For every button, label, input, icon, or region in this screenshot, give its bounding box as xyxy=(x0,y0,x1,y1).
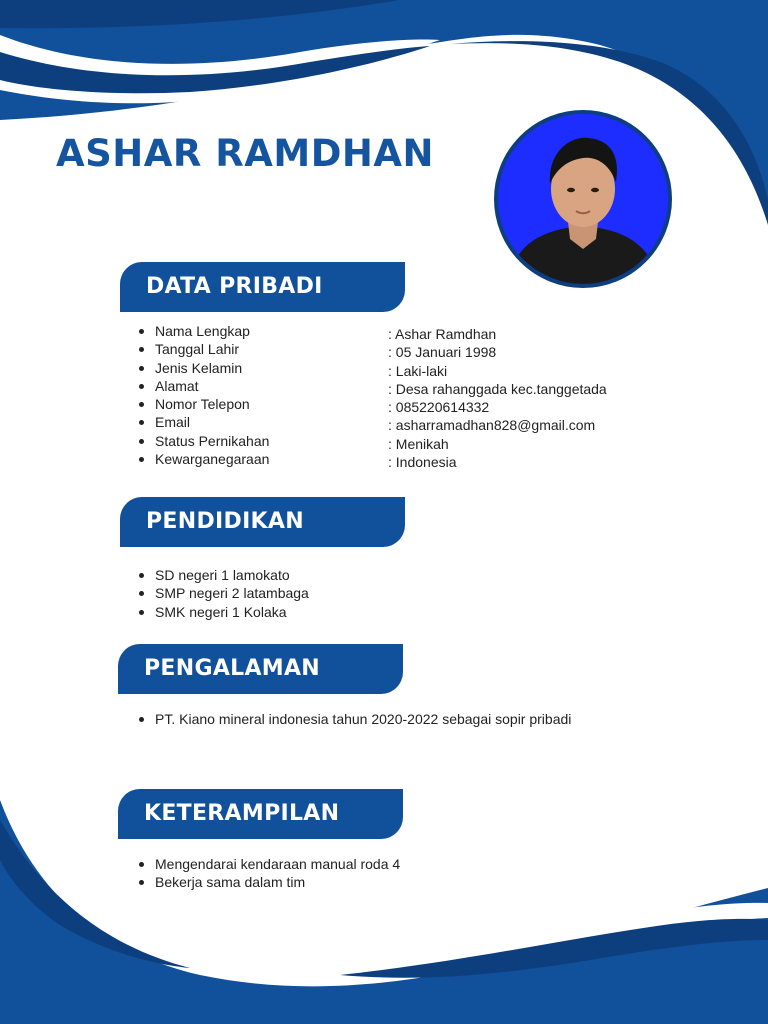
value-item: : Ashar Ramdhan xyxy=(388,326,497,342)
list-item: SD negeri 1 lamokato xyxy=(135,566,309,584)
full-name-heading: ASHAR RAMDHAN xyxy=(56,132,434,175)
list-item: Bekerja sama dalam tim xyxy=(135,873,400,891)
personal-data-values xyxy=(388,325,607,471)
list-item: PT. Kiano mineral indonesia tahun 2020-2022 sebagai sopir pribadi xyxy=(135,710,571,728)
skills-list xyxy=(135,855,400,892)
person-photo-icon xyxy=(498,114,668,284)
value-item: : Desa rahanggada kec.tanggetada xyxy=(388,380,607,397)
list-item: SMK negeri 1 Kolaka xyxy=(135,603,309,621)
list-item: Kewarganegaraan xyxy=(135,450,269,468)
list-item: Mengendarai kendaraan manual roda 4 xyxy=(135,855,400,873)
value-item: : Menikah xyxy=(388,435,449,452)
list-item: Status Pernikahan xyxy=(135,432,269,450)
list-item: Nama Lengkap xyxy=(135,322,269,340)
section-title: PENDIDIKAN xyxy=(146,509,304,534)
education-list xyxy=(135,566,309,621)
personal-data-labels xyxy=(135,322,269,468)
section-header-keterampilan xyxy=(118,789,403,839)
list-item: Jenis Kelamin xyxy=(135,359,269,377)
section-title: PENGALAMAN xyxy=(144,656,321,681)
section-title: DATA PRIBADI xyxy=(146,274,323,299)
list-item: Email xyxy=(135,413,269,431)
experience-list xyxy=(135,710,571,728)
section-header-data-pribadi xyxy=(120,262,405,312)
value-item: : Indonesia xyxy=(388,454,457,471)
list-item: SMP negeri 2 latambaga xyxy=(135,584,309,602)
value-item: : 05 Januari 1998 xyxy=(388,344,497,361)
section-header-pendidikan xyxy=(120,497,405,547)
list-item: Tanggal Lahir xyxy=(135,340,269,358)
value-item: : Laki-laki xyxy=(388,362,448,379)
list-item: Alamat xyxy=(135,377,269,395)
value-item: : asharramadhan828@gmail.com xyxy=(388,417,596,434)
section-title: KETERAMPILAN xyxy=(144,801,340,826)
profile-photo xyxy=(494,110,672,288)
value-item: : 085220614332 xyxy=(388,399,490,416)
list-item: Nomor Telepon xyxy=(135,395,269,413)
section-header-pengalaman xyxy=(118,644,403,694)
